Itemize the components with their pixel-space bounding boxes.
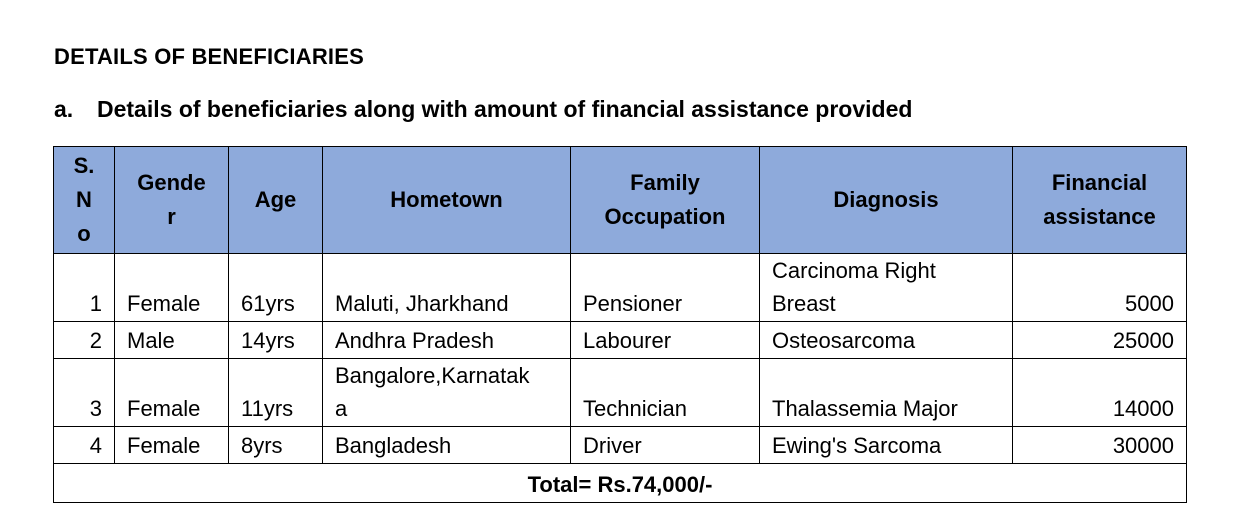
cell-occupation: Driver <box>571 427 760 464</box>
cell-sno: 3 <box>54 359 115 427</box>
beneficiaries-table <box>53 146 1187 503</box>
table-total-row <box>54 464 1187 503</box>
cell-sno: 4 <box>54 427 115 464</box>
table-row <box>54 254 1187 322</box>
cell-hometown: Bangalore,Karnatak a <box>323 359 571 427</box>
cell-amount: 30000 <box>1013 427 1187 464</box>
table-row <box>54 427 1187 464</box>
table-header-row <box>54 147 1187 254</box>
cell-sno: 2 <box>54 322 115 359</box>
cell-amount: 5000 <box>1013 254 1187 322</box>
header-family-occupation: Family Occupation <box>571 147 760 254</box>
cell-hometown: Andhra Pradesh <box>323 322 571 359</box>
cell-diagnosis: Osteosarcoma <box>760 322 1013 359</box>
cell-gender: Male <box>115 322 229 359</box>
header-hometown: Hometown <box>323 147 571 254</box>
cell-sno: 1 <box>54 254 115 322</box>
document-subheading <box>54 96 912 123</box>
cell-diagnosis: Thalassemia Major <box>760 359 1013 427</box>
cell-occupation: Pensioner <box>571 254 760 322</box>
cell-hometown: Maluti, Jharkhand <box>323 254 571 322</box>
cell-age: 11yrs <box>229 359 323 427</box>
header-age: Age <box>229 147 323 254</box>
cell-age: 14yrs <box>229 322 323 359</box>
table-row <box>54 322 1187 359</box>
cell-amount: 14000 <box>1013 359 1187 427</box>
cell-occupation: Labourer <box>571 322 760 359</box>
subheading-text: Details of beneficiaries along with amount of financial assistance provided <box>97 96 913 122</box>
cell-age: 8yrs <box>229 427 323 464</box>
cell-gender: Female <box>115 254 229 322</box>
cell-gender: Female <box>115 359 229 427</box>
cell-hometown: Bangladesh <box>323 427 571 464</box>
header-financial-assistance: Financial assistance <box>1013 147 1187 254</box>
document-heading: DETAILS OF BENEFICIARIES <box>54 44 364 69</box>
total-amount: Total= Rs.74,000/- <box>54 464 1187 503</box>
header-gender: Gende r <box>115 147 229 254</box>
header-diagnosis: Diagnosis <box>760 147 1013 254</box>
cell-occupation: Technician <box>571 359 760 427</box>
subheading-marker: a. <box>54 96 74 122</box>
cell-amount: 25000 <box>1013 322 1187 359</box>
cell-diagnosis: Ewing's Sarcoma <box>760 427 1013 464</box>
cell-gender: Female <box>115 427 229 464</box>
cell-age: 61yrs <box>229 254 323 322</box>
table-row <box>54 359 1187 427</box>
cell-diagnosis: Carcinoma Right Breast <box>760 254 1013 322</box>
header-sno: S. N o <box>54 147 115 254</box>
